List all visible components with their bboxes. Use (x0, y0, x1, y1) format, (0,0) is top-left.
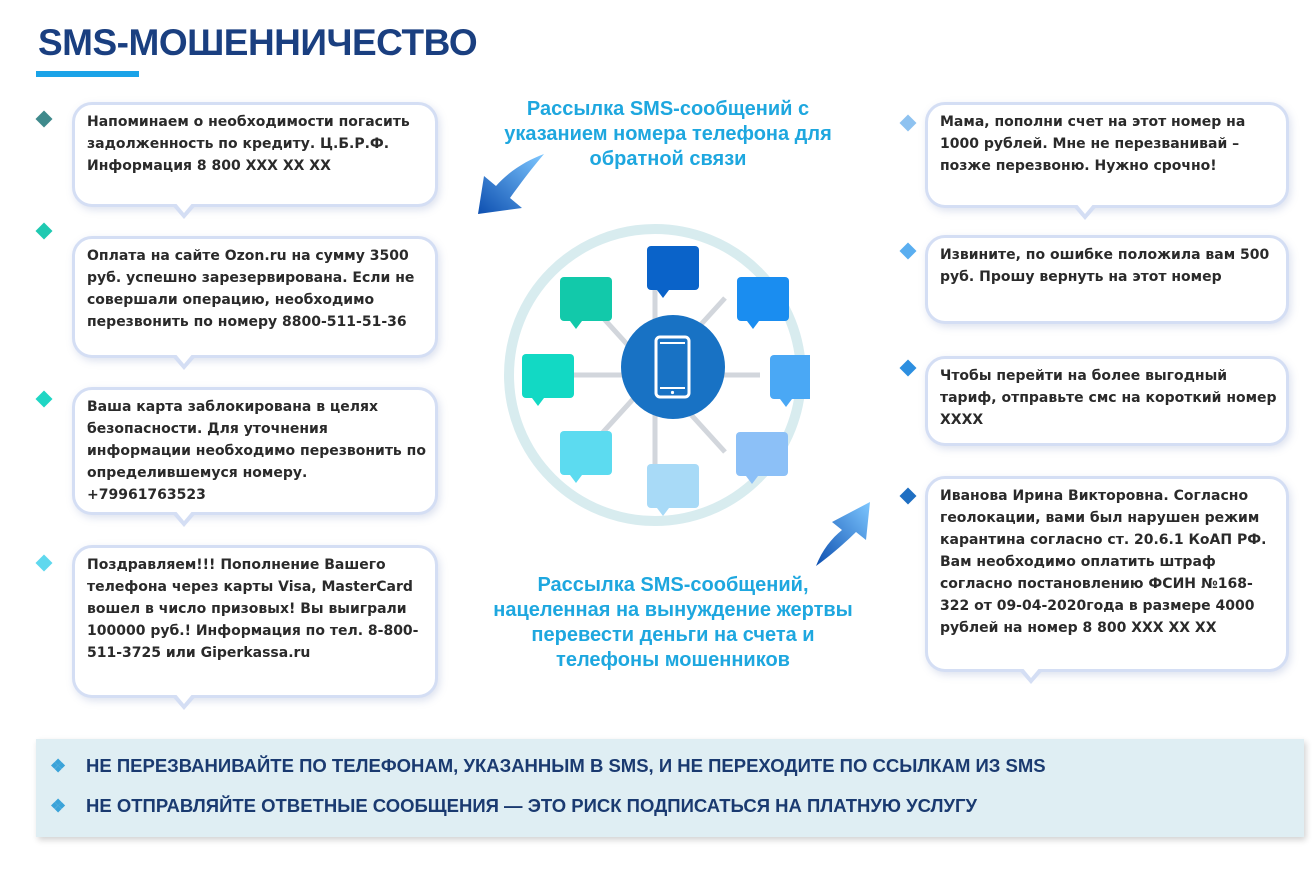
caption-callback-sms: Рассылка SMS-сообщений с указанием номера телефона для обратной связи (504, 98, 832, 170)
sms-hub-diagram (500, 220, 810, 530)
bubble-tail (171, 204, 197, 219)
sms-text: Чтобы перейти на более выгодный тариф, отправьте смс на короткий номер ХХХХ (940, 368, 1277, 428)
warning-text: НЕ ПЕРЕЗВАНИВАЙТЕ ПО ТЕЛЕФОНАМ, УКАЗАННЫМ В SMS, И НЕ ПЕРЕХОДИТЕ ПО ССЫЛКАМ ИЗ SMS (86, 755, 1046, 776)
warning-row-no-reply (50, 795, 977, 817)
bullet-diamond-icon (36, 555, 53, 572)
bullet-diamond-icon (36, 391, 53, 408)
sms-bubble-tariff (925, 356, 1289, 446)
sms-bubble-fine (925, 476, 1289, 672)
arrow-up-right-icon (808, 494, 888, 570)
page-title: SMS-МОШЕННИЧЕСТВО (38, 22, 478, 63)
bubble-tail (171, 512, 197, 527)
sms-bubble-ozon (72, 236, 438, 358)
title-underline (36, 71, 139, 77)
message-icon (560, 431, 612, 483)
bubble-tail (1072, 205, 1098, 220)
bullet-diamond-icon (900, 360, 917, 377)
sms-bubble-mama (925, 102, 1289, 208)
message-icon (737, 277, 789, 329)
message-icon (522, 354, 574, 406)
message-icon (647, 464, 699, 516)
sms-bubble-prize (72, 545, 438, 698)
sms-bubble-credit (72, 102, 438, 207)
bullet-diamond-icon (36, 223, 53, 240)
smartphone-icon (621, 315, 725, 419)
warning-text: НЕ ОТПРАВЛЯЙТЕ ОТВЕТНЫЕ СООБЩЕНИЯ — ЭТО РИСК ПОДПИСАТЬСЯ НА ПЛАТНУЮ УСЛУГУ (86, 795, 977, 816)
diamond-bullet-icon: ❖ (50, 795, 67, 816)
sms-bubble-mistake (925, 235, 1289, 324)
sms-text: Извините, по ошибке положила вам 500 руб. Прошу вернуть на этот номер (940, 247, 1270, 285)
bubble-tail (171, 355, 197, 370)
bubble-tail (171, 695, 197, 710)
sms-text: Ваша карта заблокирована в целях безопасности. Для уточнения информации необходимо перезвонить по определившемуся номеру. +79961763523 (87, 399, 426, 503)
bubble-tail (1018, 669, 1044, 684)
diamond-bullet-icon: ❖ (50, 755, 67, 776)
sms-text: Оплата на сайте Ozon.ru на сумму 3500 руб. успешно зарезервирована. Если не совершали операцию, необходимо перезвонить по номеру 8800-511-51-36 (87, 248, 415, 330)
caption-money-sms: Рассылка SMS-сообщений, нацеленная на вынуждение жертвы перевести деньги на счета и телефоны мошенников (493, 574, 853, 671)
warning-row-no-callback (50, 755, 1046, 777)
bullet-diamond-icon (36, 111, 53, 128)
sms-bubble-card-blocked (72, 387, 438, 515)
warnings-panel (36, 739, 1304, 837)
bullet-diamond-icon (900, 243, 917, 260)
bullet-diamond-icon (900, 115, 917, 132)
sms-text: Напоминаем о необходимости погасить задолженность по кредиту. Ц.Б.Р.Ф. Информация 8 800 XXX XX XX (87, 114, 410, 174)
bullet-diamond-icon (900, 488, 917, 505)
sms-text: Иванова Ирина Викторовна. Согласно геолокации, вами был нарушен режим карантина согласно ст. 20.6.1 КоАП РФ. Вам необходимо оплатить штраф согласно постановлению ФСИН №168-322 от 09-04-2020года в размере 4000 рублей на номер 8 800 XXX XX XX (940, 488, 1267, 636)
sms-text: Поздравляем!!! Пополнение Вашего телефона через карты Visa, MasterCard вошел в число призовых! Вы выиграли 100000 руб.! Информация по тел. 8-800-511-3725 или Giperkassa.ru (87, 557, 419, 661)
arrow-down-left-icon (470, 148, 550, 220)
sms-text: Мама, пополни счет на этот номер на 1000 рублей. Мне не перезванивай – позже перезвоню. Нужно срочно! (940, 114, 1246, 174)
